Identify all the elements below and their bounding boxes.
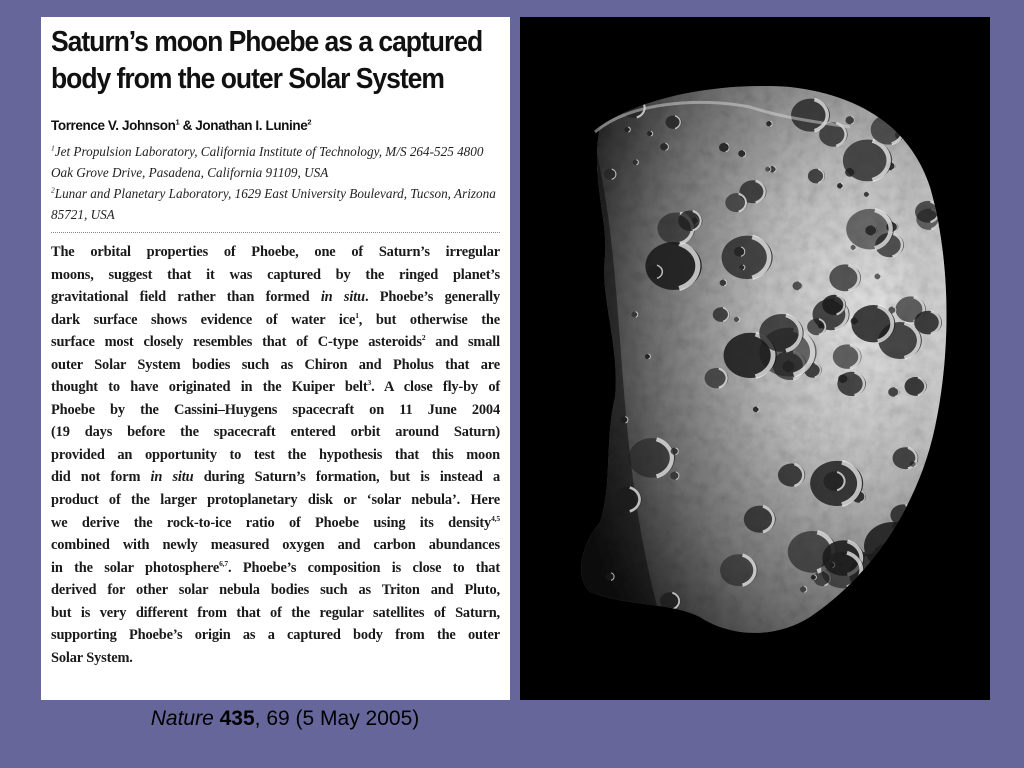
paper-title-line: body from the outer Solar System xyxy=(51,63,444,95)
citation-volume: 435 xyxy=(219,707,255,730)
abstract-line: outer Solar System bodies such as Chiron and Pholus that are xyxy=(51,356,500,373)
crater-rim xyxy=(858,583,863,596)
abstract-line: Solar System. xyxy=(51,649,133,666)
crater xyxy=(890,504,915,525)
abstract-line: Phoebe by the Cassini–Huygens spacecraft on 11 June 2004 xyxy=(51,401,500,418)
crater-rim xyxy=(920,106,931,134)
abstract-line: we derive the rock-to-ice ratio of Phoebe using its density$^{4,5}$ xyxy=(51,513,500,531)
author-name: Torrence V. Johnson xyxy=(51,118,176,133)
phoebe-photo xyxy=(520,17,990,700)
author-affiliation-marker: 2 xyxy=(307,117,312,127)
abstract-line: supporting Phoebe’s origin as a captured body from the outer xyxy=(51,627,500,644)
abstract-line: but is very different from that of the regular satellites of Saturn, xyxy=(51,604,500,621)
author-affiliation-marker: 1 xyxy=(175,117,180,127)
crater xyxy=(900,105,935,134)
abstract-line: combined with newly measured oxygen and carbon abundances xyxy=(51,537,500,554)
abstract-line: moons, suggest that it was captured by the ringed planet’s xyxy=(51,266,500,283)
abstract-line: dark surface shows evidence of water ice$^1$, but otherwise the xyxy=(51,310,500,328)
crater-rim xyxy=(878,555,894,594)
crater xyxy=(841,585,872,611)
affiliation-text: Lunar and Planetary Laboratory, 1629 East University Boulevard, Tucson, Arizona 85721, USA xyxy=(51,186,496,222)
crater-rim xyxy=(921,505,930,527)
affiliation-marker: 2 xyxy=(51,185,55,195)
crater-rim xyxy=(860,585,870,609)
author-name: Jonathan I. Lunine xyxy=(195,118,308,133)
crater-rim xyxy=(903,565,907,575)
crater xyxy=(884,528,937,573)
crater-rim xyxy=(898,523,917,569)
abstract-line: gravitational field rather than formed in situ. Phoebe’s generally xyxy=(51,289,500,306)
separator-rule xyxy=(51,232,500,233)
phoebe-moon-image xyxy=(520,17,990,700)
paper-title-line: Saturn’s moon Phoebe as a captured xyxy=(51,26,483,58)
affiliation-marker: 1 xyxy=(51,143,55,153)
crater xyxy=(902,516,909,522)
abstract-line: (19 days before the spacecraft entered orbit around Saturn) xyxy=(51,424,500,441)
abstract-line: derived for other solar nebula bodies such as Triton and Pluto, xyxy=(51,582,500,599)
crater xyxy=(904,504,931,527)
crater-rim xyxy=(898,543,913,580)
paper-affiliations xyxy=(51,141,500,225)
crater-rim xyxy=(869,601,871,606)
affiliation xyxy=(51,183,500,225)
crater xyxy=(912,133,918,138)
crater xyxy=(864,522,921,571)
paper-authors xyxy=(51,118,500,133)
crater xyxy=(892,522,903,531)
paper-title xyxy=(51,24,483,98)
author-separator: & xyxy=(179,118,196,133)
abstract-line: did not form in situ during Saturn’s formation, but is instead a xyxy=(51,469,501,486)
abstract-line: in the solar photosphere$^{6,7}$. Phoebe’s composition is close to that xyxy=(51,558,500,576)
abstract-line: The orbital properties of Phoebe, one of Saturn’s irregular xyxy=(51,244,500,260)
citation-journal: Nature xyxy=(150,707,214,730)
abstract-line: product of the larger protoplanetary disk or ‘solar nebula’. Here xyxy=(51,492,500,509)
affiliation-text: Jet Propulsion Laboratory, California Institute of Technology, M/S 264-525 4800 Oak Grove Drive, Pasadena, California 91109, USA xyxy=(51,144,484,180)
phoebe-moon xyxy=(520,17,990,700)
crater xyxy=(849,582,865,596)
crater-rim xyxy=(906,516,908,521)
crater-rim xyxy=(899,522,903,531)
abstract-line: surface most closely resembles that of C-type asteroids$^2$ and small xyxy=(51,333,500,351)
affiliation xyxy=(51,141,500,183)
crater-rim xyxy=(902,130,906,139)
paper-abstract xyxy=(51,241,500,669)
abstract-line: thought to have originated in the Kuiper belt$^3$. A close fly-by of xyxy=(51,378,501,396)
crater-rim xyxy=(916,133,918,138)
abstract-line: provided an opportunity to test the hypothesis that this moon xyxy=(51,446,500,463)
crater-rim xyxy=(916,529,934,572)
crater xyxy=(865,601,872,607)
citation-details: , 69 (5 May 2005) xyxy=(254,707,420,730)
crater-rim xyxy=(905,505,913,525)
paper-excerpt xyxy=(41,17,510,700)
citation xyxy=(0,707,570,731)
crater xyxy=(896,565,908,575)
